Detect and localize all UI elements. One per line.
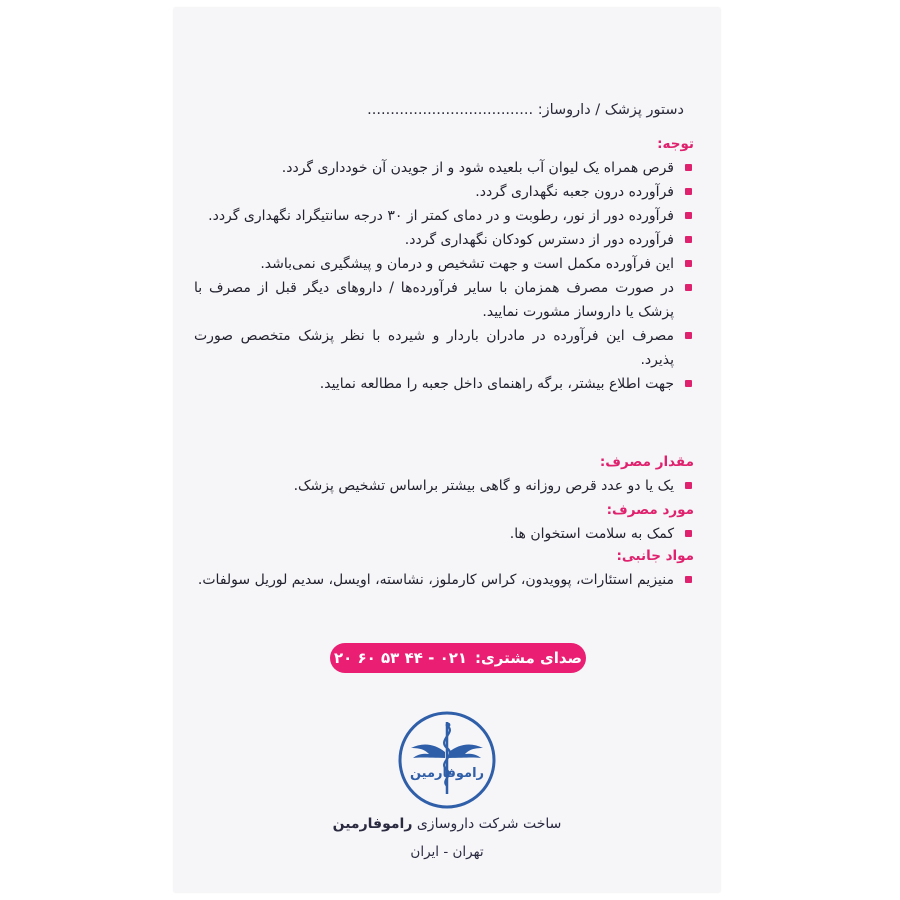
customer-line-pill [330,643,586,673]
bullet-icon [685,576,692,583]
prescription-dots: .................................... [367,102,534,118]
excipients-heading: مواد جانبی: [616,548,694,564]
notes-list [194,156,694,396]
package-back-panel [174,8,720,892]
notes-section [194,136,694,396]
manufacturer-company: راموفارمین [332,816,413,832]
excipients-list [194,568,694,592]
usage-list [194,522,694,546]
panel-content [174,8,720,892]
bullet-icon [685,260,692,267]
bullet-icon [685,188,692,195]
notes-heading: توجه: [657,136,694,152]
list-item: فرآورده دور از دسترس کودکان نگهداری گردد. [194,228,694,252]
customer-line-number: ۰۲۱ - ۴۴ ۵۳ ۶۰ ۲۰ [333,649,468,667]
bullet-icon [685,482,692,489]
prescription-line [204,102,684,118]
bullet-icon [685,284,692,291]
usage-section [194,502,694,546]
list-item: یک یا دو عدد قرص روزانه و گاهی بیشتر براساس تشخیص پزشک. [194,474,694,498]
list-item: این فرآورده مکمل است و جهت تشخیص و درمان و پیشگیری نمی‌باشد. [194,252,694,276]
bullet-icon [685,530,692,537]
bullet-icon [685,332,692,339]
bullet-icon [685,164,692,171]
logo-text: راموفارمین [409,766,485,781]
bullet-icon [685,236,692,243]
list-item: منیزیم استئارات، پوویدون، کراس کارملوز، نشاسته، اویسل، سدیم لوریل سولفات. [194,568,694,592]
excipients-section [194,548,694,592]
list-item: در صورت مصرف همزمان با سایر فرآورده‌ها / داروهای دیگر قبل از مصرف با پزشک یا داروساز مشورت نمایید. [194,276,694,324]
list-item: کمک به سلامت استخوان ها. [194,522,694,546]
customer-line-label: صدای مشتری: [475,649,583,667]
manufacturer-prefix: ساخت شرکت داروسازی [416,816,562,832]
bullet-icon [685,380,692,387]
company-logo [395,708,499,812]
dosage-heading: مقدار مصرف: [599,454,694,470]
list-item: قرص همراه یک لیوان آب بلعیده شود و از جویدن آن خودداری گردد. [194,156,694,180]
bullet-icon [685,212,692,219]
usage-heading: مورد مصرف: [606,502,694,518]
list-item: فرآورده درون جعبه نگهداری گردد. [194,180,694,204]
manufacturer-line [174,816,720,832]
dosage-list [194,474,694,498]
list-item: جهت اطلاع بیشتر، برگه راهنمای داخل جعبه را مطالعه نمایید. [194,372,694,396]
caduceus-wings-icon [395,708,499,812]
dosage-section [194,454,694,498]
list-item: فرآورده دور از نور، رطوبت و در دمای کمتر از ۳۰ درجه سانتیگراد نگهداری گردد. [194,204,694,228]
list-item: مصرف این فرآورده در مادران باردار و شیرده با نظر پزشک متخصص صورت پذیرد. [194,324,694,372]
prescription-label: دستور پزشک / داروساز: [537,102,684,118]
manufacturer-location: تهران - ایران [410,844,484,860]
